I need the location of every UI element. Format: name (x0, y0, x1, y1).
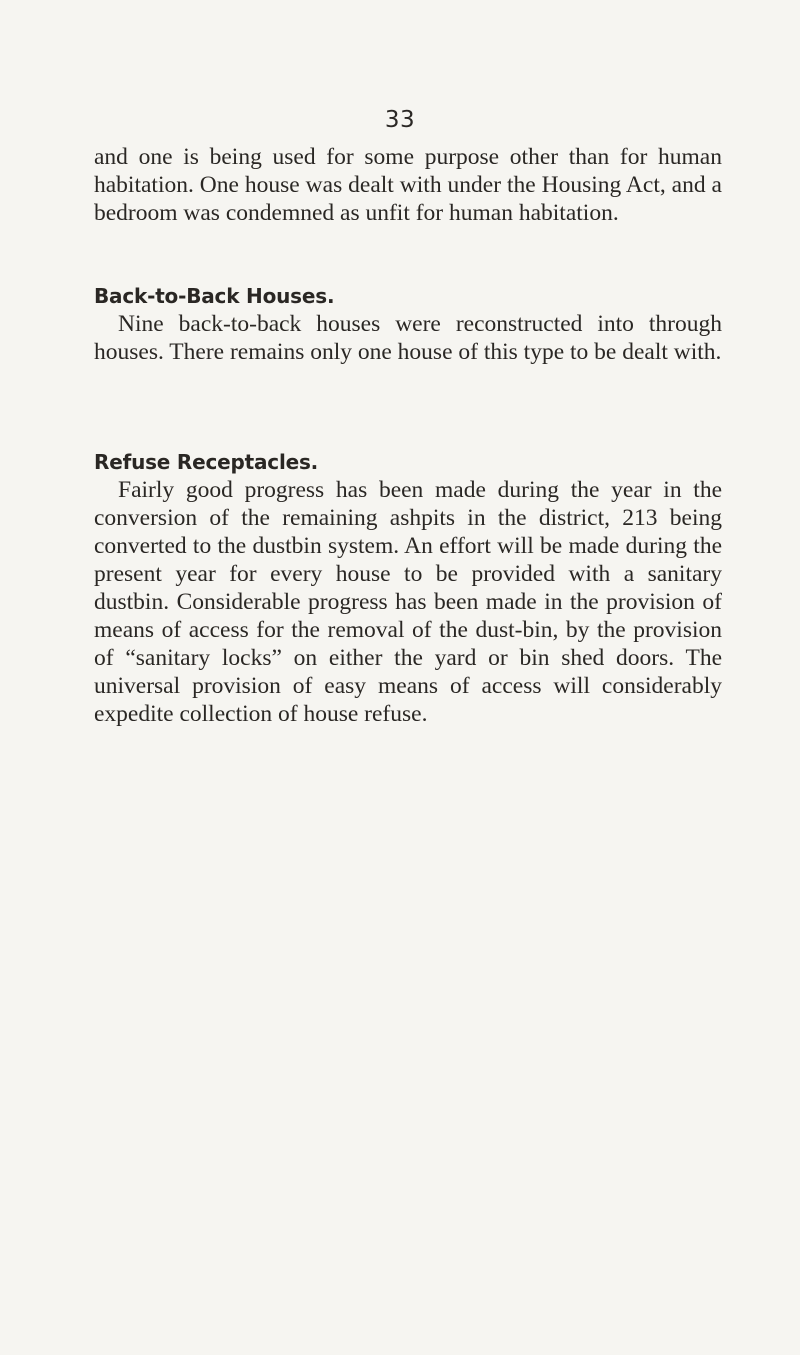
section-paragraph: Nine back-to-back houses were reconstructed into through houses. There remains only one house of this type to be dealt with. (94, 311, 722, 365)
section-back-to-back-houses (94, 282, 722, 366)
section-paragraph: Fairly good progress has been made during the year in the conversion of the remaining ashpits in the district, 213 being converted to the dustbin system. An effort will be made during the present year for every house to be provided with a sanitary dustbin. Considerable progress has been made in the provision of means of access for the removal of the dust-bin, by the provision of “sanitary locks” on either the yard or bin shed doors. The universal provision of easy means of access will considerably expedite collection of house refuse. (94, 477, 722, 727)
section-heading: Back-to-Back Houses. (94, 284, 335, 308)
section-refuse-receptacles (94, 448, 722, 728)
section-heading: Refuse Receptacles. (94, 450, 319, 474)
intro-paragraph: and one is being used for some purpose other than for human habitation. One house was dealt with under the Housing Act, and a bedroom was condemned as unfit for human habitation. (94, 144, 722, 226)
intro-block (94, 143, 722, 227)
page-number: 33 (384, 107, 416, 133)
